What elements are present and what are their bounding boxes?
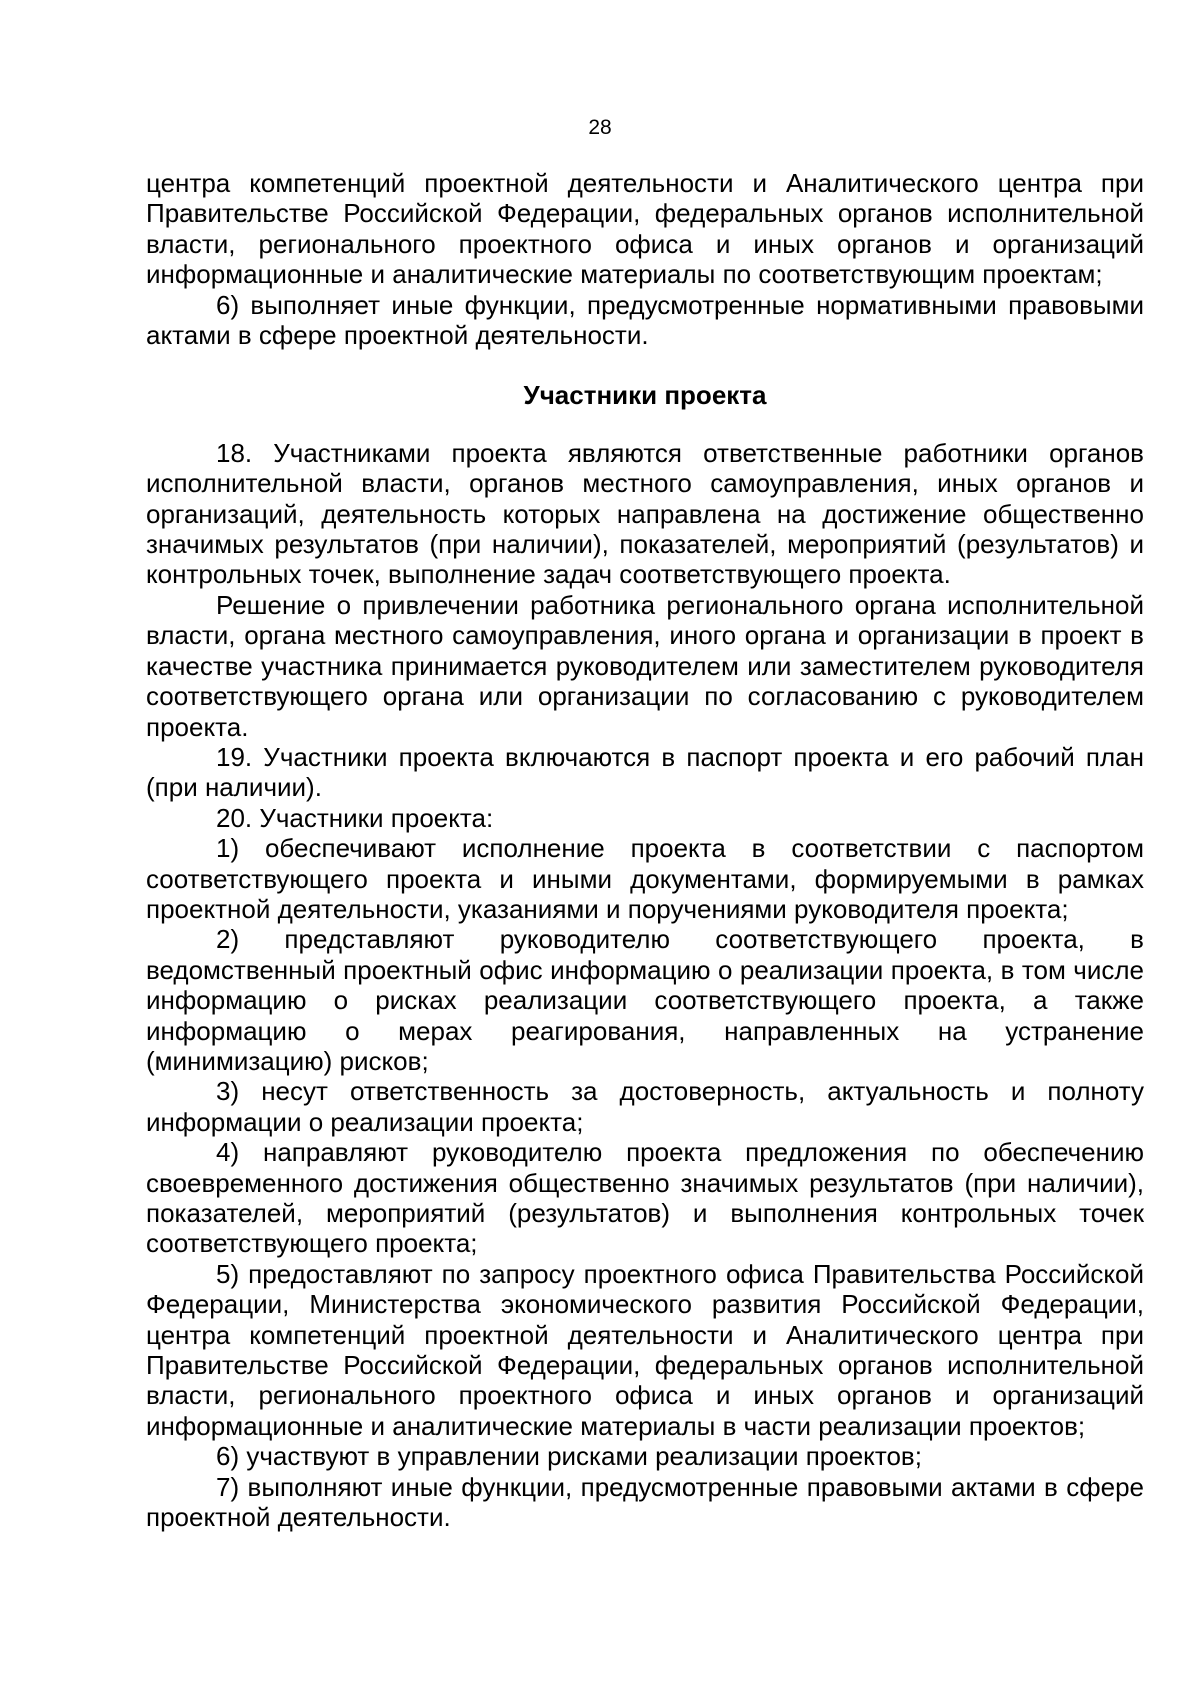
paragraph-clause-19: 19. Участники проекта включаются в паспорт проекта и его рабочий план (при наличии). bbox=[146, 741, 1144, 803]
page-number: 28 bbox=[588, 116, 612, 139]
list-item-3: 3) несут ответственность за достоверность, актуальность и полноту информации о реализации проекта; bbox=[146, 1076, 1144, 1137]
list-item-5: 5) предоставляют по запросу проектного офиса Правительства Российской Федерации, Министерства экономического развития Российской Федерации, центра компетенций проектной деятельности и Аналитического центра при Правительстве Российской Федерации, федеральных органов исполнительной власти, регионального проектного офиса и иных органов и организаций информационные и аналитические материалы в части реализации проектов; bbox=[146, 1258, 1144, 1441]
document-body bbox=[146, 168, 1144, 1532]
paragraph-item-6: 6) выполняет иные функции, предусмотренные нормативными правовыми актами в сфере проектной деятельности. bbox=[146, 289, 1144, 351]
list-item-4: 4) направляют руководителю проекта предложения по обеспечению своевременного достижения общественно значимых результатов (при наличии), показателей, мероприятий (результатов) и выполнения контрольных точек соответствующего проекта; bbox=[146, 1137, 1144, 1259]
list-item-2: 2) представляют руководителю соответствующего проекта, в ведомственный проектный офис информацию о реализации проекта, в том числе информацию о рисках реализации соответствующего проекта, а также информацию о мерах реагирования, направленных на устранение (минимизацию) рисков; bbox=[146, 924, 1144, 1076]
section-heading: Участники проекта bbox=[523, 380, 767, 411]
paragraph-clause-20: 20. Участники проекта: bbox=[216, 802, 494, 833]
list-item-7: 7) выполняют иные функции, предусмотренные правовыми актами в сфере проектной деятельности. bbox=[146, 1471, 1144, 1533]
paragraph-decision: Решение о привлечении работника регионального органа исполнительной власти, органа местного самоуправления, иного органа и организации в проект в качестве участника принимается руководителем или заместителем руководителя соответствующего органа или организации по согласованию с руководителем проекта. bbox=[146, 589, 1144, 742]
list-item-6: 6) участвуют в управлении рисками реализации проектов; bbox=[216, 1441, 922, 1472]
paragraph-clause-18: 18. Участниками проекта являются ответственные работники органов исполнительной власти, органов местного самоуправления, иных органов и организаций, деятельность которых направлена на достижение общественно значимых результатов (при наличии), показателей, мероприятий (результатов) и контрольных точек, выполнение задач соответствующего проекта. bbox=[146, 437, 1144, 590]
list-item-1: 1) обеспечивают исполнение проекта в соответствии с паспортом соответствующего проекта и иными документами, формируемыми в рамках проектной деятельности, указаниями и поручениями руководителя проекта; bbox=[146, 833, 1144, 924]
paragraph-continuation: центра компетенций проектной деятельности и Аналитического центра при Правительстве Российской Федерации, федеральных органов исполнительной власти, регионального проектного офиса и иных органов и организаций информационные и аналитические материалы по соответствующим проектам; bbox=[146, 168, 1144, 290]
